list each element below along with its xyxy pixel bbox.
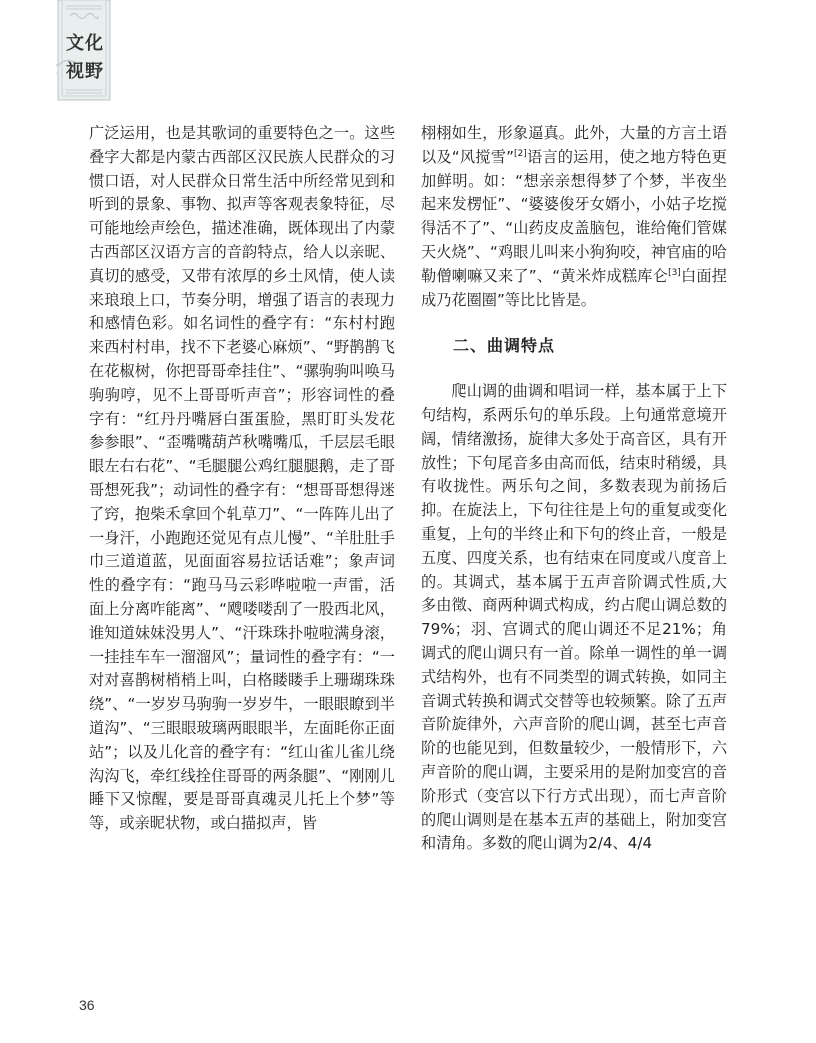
right-paragraph-1: [421, 122, 727, 312]
section-badge: [56, 0, 112, 102]
footnote-ref-2: [2]: [513, 148, 527, 159]
footnote-ref-3: [3]: [668, 267, 681, 278]
left-paragraph: 广泛运用，也是其歌词的重要特色之一。这些叠字大都是内蒙古西部区汉民族人民群众的习惯口语，对人民群众日常生活中所经常见到和听到的景象、事物、拟声等客观表象特征，尽可能地绘声绘色，描述准确，既体现出了内蒙古西部区汉语方言的音韵特点，给人以亲昵、真切的感受，又带有浓厚的乡土风情，使人读来琅琅上口，节奏分明，增强了语言的表现力和感情色彩。如名词性的叠字有：“东村村跑来西村村串，找不下老婆心麻烦”、“野鹊鹊飞在花椒树，你把哥哥牵挂住”、“骡驹驹叫唤马驹驹哼，见不上哥哥听声音”；形容词性的叠字有：“红丹丹嘴唇白蛋蛋脸，黑盯盯头发花参参眼”、“歪嘴嘴葫芦秋嘴嘴瓜，千层层毛眼眼左右右花”、“毛腿腿公鸡红腿腿鹅，走了哥哥想死我”；动词性的叠字有：“想哥哥想得迷了窍，抱柴禾拿回个轧草刀”、“一阵阵儿出了一身汗，小跑跑还觉见有点儿慢”、“羊肚肚手巾三道道蓝，见面面容易拉话话难”；象声词性的叠字有：“跑马马云彩哗啦啦一声雷，活面上分离咋能离”、“飕喽喽刮了一股西北风，谁知道妹妹没男人”、“汗珠珠扑啦啦满身滚，一挂挂车车一溜溜风”；量词性的叠字有：“一对对喜鹊树梢梢上叫，白格䁖䁖手上珊瑚珠珠绕”、“一岁岁马驹驹一岁岁牛，一眼眼瞭到半道沟”、“三眼眼玻璃两眼眼半，左面眊你正面站”；以及儿化音的叠字有：“红山雀儿雀儿绕沟沟飞，牵红线拴住哥哥的两条腿”、“刚刚儿睡下又惊醒，要是哥哥真魂灵儿托上个梦”等等，或亲昵状物，或白描拟声，皆: [89, 124, 395, 833]
section-heading: 二、曲调特点: [453, 336, 556, 356]
section-badge-line2: 视野: [66, 61, 104, 82]
page-number: 36: [79, 997, 95, 1013]
right-paragraph-1-part-b: 语言的运用，使之地方特色更加鲜明。如：“想亲亲想得梦了个梦，半夜坐起来发楞怔”、“婆婆俊牙女婿小，小姑子圪搅得活不了”、“山药皮皮盖脑包，谁给俺们管媒天火烧”、“鸡眼儿叫来小狗狗咬，神官庙的哈勒僧喇嘛又来了”、“黄米炸成糕库仑: [421, 147, 727, 285]
left-column: [89, 122, 395, 836]
right-column: [421, 122, 727, 856]
right-paragraph-1-part-c: 白面捏成乃花圈圈”等比比皆是。: [421, 266, 727, 309]
section-badge-line1: 文化: [66, 33, 104, 54]
right-paragraph-1-part-a: 栩栩如生，形象逼真。此外，大量的方言土语以及“风搅雪”: [421, 124, 727, 166]
right-paragraph-2: 爬山调的曲调和唱词一样，基本属于上下句结构，系两乐句的单乐段。上句通常意境开阔，情绪激扬，旋律大多处于高音区，具有开放性；下句尾音多由高而低，结束时稍缓，具有收拢性。两乐句之间，多数表现为前扬后抑。在旋法上，下句往往是上句的重复或变化重复，上句的半终止和下句的终止音，一般是五度、四度关系，也有结束在同度或八度音上的。其调式，基本属于五声音阶调式性质,大多由徵、商两种调式构成，约占爬山调总数的79%；羽、宫调式的爬山调还不足21%；角调式的爬山调只有一首。除单一调性的单一调式结构外，也有不同类型的调式转换，如同主音调式转换和调式交替等也较频繁。除了五声音阶旋律外，六声音阶的爬山调，甚至七声音阶的也能见到，但数量较少，一般情形下，六声音阶的爬山调，主要采用的是附加变宫的音阶形式（变宫以下行方式出现），而七声音阶的爬山调则是在基本五声的基础上，附加变宫和清角。多数的爬山调为2/4、4/4: [421, 382, 727, 853]
